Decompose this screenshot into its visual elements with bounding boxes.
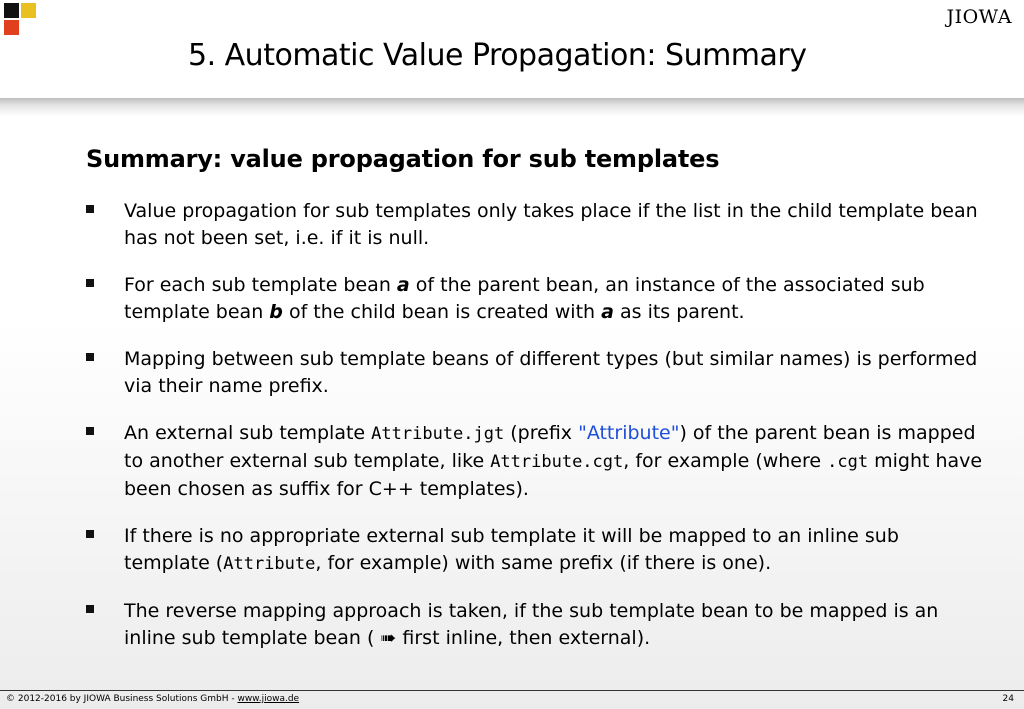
section-heading: Summary: value propagation for sub templates: [86, 145, 720, 173]
bullet-item: [84, 346, 984, 400]
bullet-text: (prefix: [504, 422, 579, 444]
copyright-text: © 2012-2016 by JIOWA Business Solutions GmbH -: [6, 694, 238, 704]
code-filename: Attribute.cgt: [490, 452, 624, 472]
code-filename: Attribute.jgt: [371, 424, 505, 444]
bullet-text: For each sub template bean: [124, 274, 397, 296]
bullet-marker: [86, 205, 94, 213]
page-number: 24: [1002, 694, 1014, 704]
bullet-text: of the parent bean, an instance of the associated sub template bean: [124, 274, 925, 323]
bullet-marker: [86, 530, 94, 538]
logo-square-black: [4, 3, 19, 18]
bullet-marker: [86, 427, 94, 435]
code-suffix: .cgt: [827, 452, 869, 472]
bullet-list: [84, 198, 984, 652]
bullet-text: An external sub template: [124, 422, 372, 444]
prefix-highlight: "Attribute": [578, 422, 680, 444]
website-link[interactable]: www.jiowa.de: [237, 694, 300, 704]
bean-a-var: a: [601, 301, 614, 323]
bullet-text: Value propagation for sub templates only takes place if the list in the child template bean has not been set, i.e. if it is null.: [124, 200, 978, 249]
bullet-text: might have been chosen as suffix for C++ templates).: [124, 450, 983, 500]
bean-b-var: b: [269, 301, 283, 323]
bullet-text: The reverse mapping approach is taken, if the sub template bean to be mapped is an inline sub template bean (: [124, 600, 939, 649]
slide-title: 5. Automatic Value Propagation: Summary: [188, 38, 807, 73]
footer-divider: [0, 690, 1024, 691]
bullet-marker: [86, 353, 94, 361]
jiowa-logo: [4, 3, 44, 37]
bullet-text: of the child bean is created with: [282, 301, 602, 323]
bullet-item: [84, 272, 984, 326]
bullet-text: as its parent.: [613, 301, 745, 323]
bullet-marker: [86, 605, 94, 613]
bullet-marker: [86, 279, 94, 287]
bullet-item: [84, 420, 984, 503]
code-inline-name: Attribute: [223, 554, 316, 574]
logo-square-yellow: [21, 3, 36, 18]
bullet-text: ) of the parent bean is mapped to another external sub template, like: [124, 422, 976, 472]
bullet-text: first inline, then external).: [396, 627, 651, 649]
bullet-text: Mapping between sub template beans of different types (but similar names) is performed via their name prefix.: [124, 348, 978, 397]
logo-square-red: [4, 20, 19, 35]
header-divider: [0, 98, 1024, 116]
bullet-text: If there is no appropriate external sub template it will be mapped to an inline sub template (: [124, 525, 899, 574]
bullet-text: , for example) with same prefix (if there is one).: [315, 552, 772, 574]
bullet-item: [84, 523, 984, 578]
brand-name: JIOWA: [946, 6, 1012, 28]
footer-copyright: [6, 694, 299, 704]
bullet-text: , for example (where: [623, 450, 828, 472]
arrow-icon: ➠: [380, 627, 397, 649]
bean-a-var: a: [396, 274, 410, 296]
bullet-item: [84, 598, 984, 652]
bullet-item: [84, 198, 984, 252]
